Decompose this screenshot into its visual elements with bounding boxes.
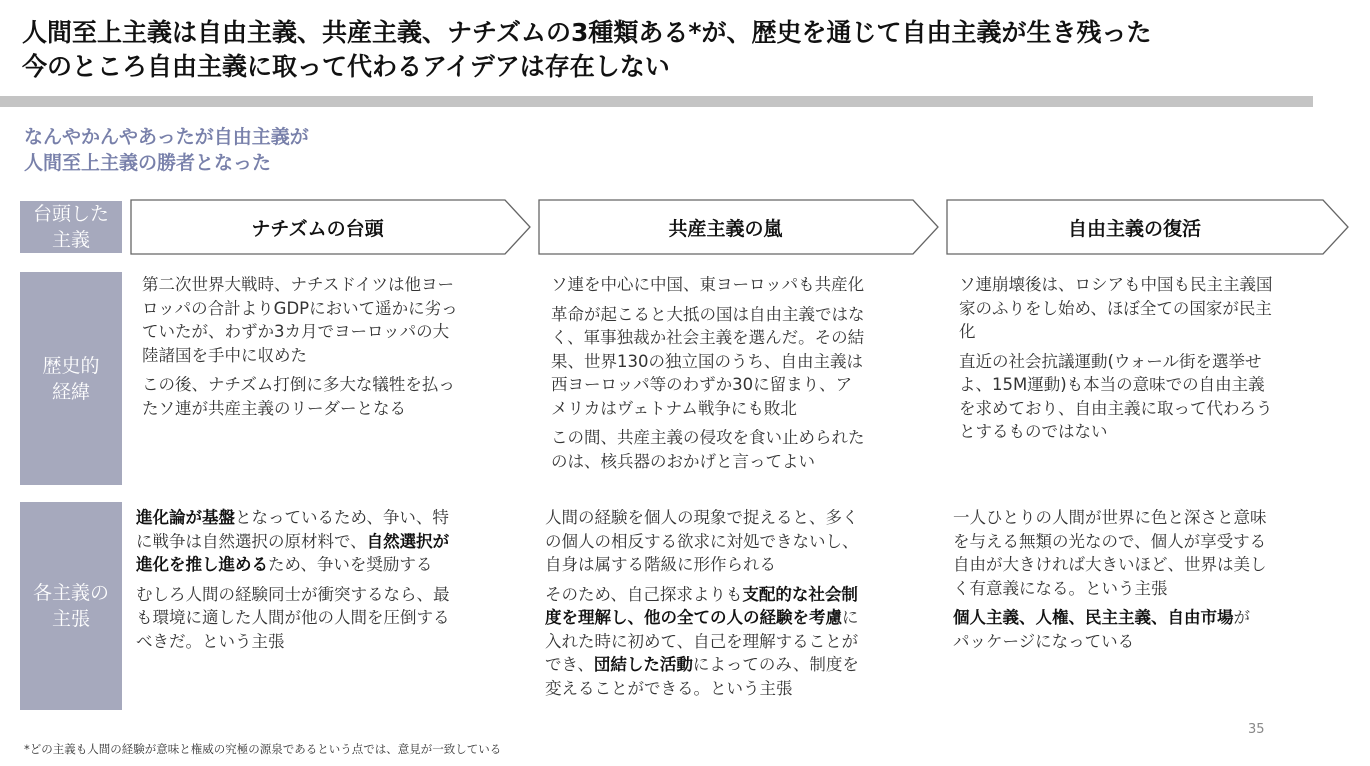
text-line: [953, 606, 1267, 630]
history-liberalism: [959, 273, 1273, 450]
row-label-history: [20, 272, 122, 485]
plain-text: そのため、自己探求よりも: [545, 584, 743, 604]
text-line: く、軍事独裁か社会主義を選んだ。その結: [551, 328, 865, 347]
text-line: べきだ。という主張: [136, 631, 285, 651]
chevron-nazism: [130, 199, 532, 255]
text-line: を求めており、自由主義に取って代わろう: [959, 398, 1273, 418]
text-line: ていたが、わずか3カ月でヨーロッパの大: [142, 322, 450, 341]
slide-subtitle-line-1: なんやかんやあったが自由主義が: [24, 126, 309, 148]
text-line: 直近の社会抗議運動(ウォール街を選挙せ: [959, 351, 1262, 371]
claim-liberalism-paragraph: [953, 506, 1267, 600]
text-line: この後、ナチズム打倒に多大な犠牲を払っ: [142, 375, 455, 394]
text-line: の個人の相反する欲求に対処できないし、: [545, 531, 859, 551]
text-line: 第二次世界大戦時、ナチスドイツは他ヨー: [142, 275, 455, 294]
text-line: 自身は属する階級に形作られる: [545, 555, 776, 574]
text-line: を与える無類の光なので、個人が享受する: [953, 531, 1267, 551]
history-nazism-paragraph: [142, 373, 458, 420]
text-line: たソ連が共産主義のリーダーとなる: [142, 398, 406, 418]
text-line: [136, 530, 450, 554]
chevron-liberalism-label: 自由主義の復活: [1067, 217, 1201, 240]
title-divider: [0, 96, 1313, 107]
history-nazism: [142, 273, 458, 426]
emphasis-text: 団結した活動: [593, 655, 693, 674]
plain-text: によってのみ、制度を: [692, 655, 859, 674]
claim-nazism-paragraph: [136, 583, 450, 654]
text-line: 化: [959, 322, 976, 341]
claim-nazism-paragraph: [136, 506, 450, 577]
text-line: メリカはヴェトナム戦争にも敗北: [551, 398, 797, 418]
emphasis-text: 進化論が基盤: [136, 508, 235, 527]
text-line: 変えることができる。という主張: [545, 678, 793, 698]
text-line: も環境に適した人間が他の人間を圧倒する: [136, 608, 450, 627]
text-line: この間、共産主義の侵攻を食い止められた: [551, 428, 865, 447]
history-communism: [551, 273, 865, 479]
emphasis-text: 自然選択が: [366, 531, 450, 551]
text-line: 革命が起こると大抵の国は自由主義ではな: [551, 304, 865, 324]
chevron-communism: [538, 199, 940, 255]
slide-title-line-1: 人間至上主義は自由主義、共産主義、ナチズムの3種類ある*が、歴史を通じて自由主義が生き残った: [22, 18, 1152, 47]
emphasis-text: 個人主義、人権、民主主義、自由市場: [953, 608, 1234, 627]
row-label-ideology: [20, 201, 122, 253]
text-line: パッケージになっている: [953, 631, 1135, 651]
footnote: *どの主義も人間の経験が意味と権威の究極の源泉であるという点では、意見が一致している: [24, 742, 502, 756]
text-line: [136, 506, 450, 530]
plain-text: に戦争は自然選択の原材料で、: [136, 531, 367, 551]
history-liberalism-paragraph: [959, 273, 1273, 344]
plain-text: が: [1233, 608, 1250, 627]
row-label-history-line-1: 歴史的: [42, 354, 100, 377]
history-communism-paragraph: [551, 426, 865, 473]
claim-communism: [545, 506, 859, 706]
slide-subtitle: [24, 124, 309, 176]
text-line: とするものではない: [959, 422, 1108, 441]
plain-text: に: [842, 608, 859, 627]
slide-subtitle-line-2: 人間至上主義の勝者となった: [24, 152, 272, 174]
text-line: ソ連を中心に中国、東ヨーロッパも共産化: [551, 275, 865, 294]
chevron-nazism-label: ナチズムの台頭: [251, 217, 384, 240]
text-line: むしろ人間の経験同士が衝突するなら、最: [136, 584, 450, 604]
row-label-claim: [20, 502, 122, 710]
history-communism-paragraph: [551, 303, 865, 421]
emphasis-text: 度を理解し、他の全ての人の経験を考慮: [545, 608, 842, 627]
text-line: [545, 606, 859, 630]
text-line: のは、核兵器のおかげと言ってよい: [551, 451, 815, 471]
claim-communism-paragraph: [545, 583, 859, 701]
chevron-liberalism: [946, 199, 1350, 255]
text-line: 一人ひとりの人間が世界に色と深さと意味: [953, 508, 1267, 527]
row-label-claim-line-1: 各主義の: [32, 582, 109, 604]
text-line: く有意義になる。という主張: [953, 578, 1168, 598]
slide-title-line-2: 今のところ自由主義に取って代わるアイデアは存在しない: [22, 52, 670, 81]
slide-title: [22, 16, 1342, 84]
text-line: 果、世界130の独立国のうち、自由主義は: [551, 351, 863, 371]
history-nazism-paragraph: [142, 273, 458, 367]
row-label-ideology-line-1: 台頭した: [32, 203, 109, 225]
text-line: 家のふりをし始め、ほぼ全ての国家が民主: [959, 298, 1272, 318]
emphasis-text: 支配的な社会制: [742, 584, 858, 604]
history-communism-paragraph: [551, 273, 865, 297]
row-label-claim-line-2: 主張: [51, 608, 90, 630]
text-line: [136, 553, 450, 577]
text-line: 西ヨーロッパ等のわずか30に留まり、ア: [551, 375, 853, 394]
text-line: 人間の経験を個人の現象で捉えると、多く: [545, 508, 859, 527]
plain-text: となっているため、争い、特: [235, 508, 449, 527]
claim-liberalism-paragraph: [953, 606, 1267, 653]
plain-text: ため、争いを奨励する: [268, 555, 433, 574]
text-line: 陸諸国を手中に収めた: [142, 345, 307, 365]
row-label-history-line-2: 経緯: [51, 380, 90, 403]
claim-liberalism: [953, 506, 1267, 659]
text-line: 入れた時に初めて、自己を理解することが: [545, 631, 859, 651]
chevron-communism-label: 共産主義の嵐: [668, 217, 783, 240]
text-line: 自由が大きければ大きいほど、世界は美し: [953, 555, 1267, 574]
text-line: ソ連崩壊後は、ロシアも中国も民主主義国: [959, 275, 1273, 294]
plain-text: でき、: [545, 655, 594, 674]
history-liberalism-paragraph: [959, 350, 1273, 444]
page-number: 35: [1248, 722, 1265, 737]
claim-nazism: [136, 506, 450, 659]
row-label-ideology-line-2: 主義: [51, 229, 90, 251]
text-line: ロッパの合計よりGDPにおいて遥かに劣っ: [142, 298, 458, 318]
text-line: [545, 583, 859, 607]
claim-communism-paragraph: [545, 506, 859, 577]
text-line: よ、15M運動)も本当の意味での自由主義: [959, 375, 1265, 394]
text-line: [545, 653, 859, 677]
emphasis-text: 進化を推し進める: [136, 555, 268, 574]
